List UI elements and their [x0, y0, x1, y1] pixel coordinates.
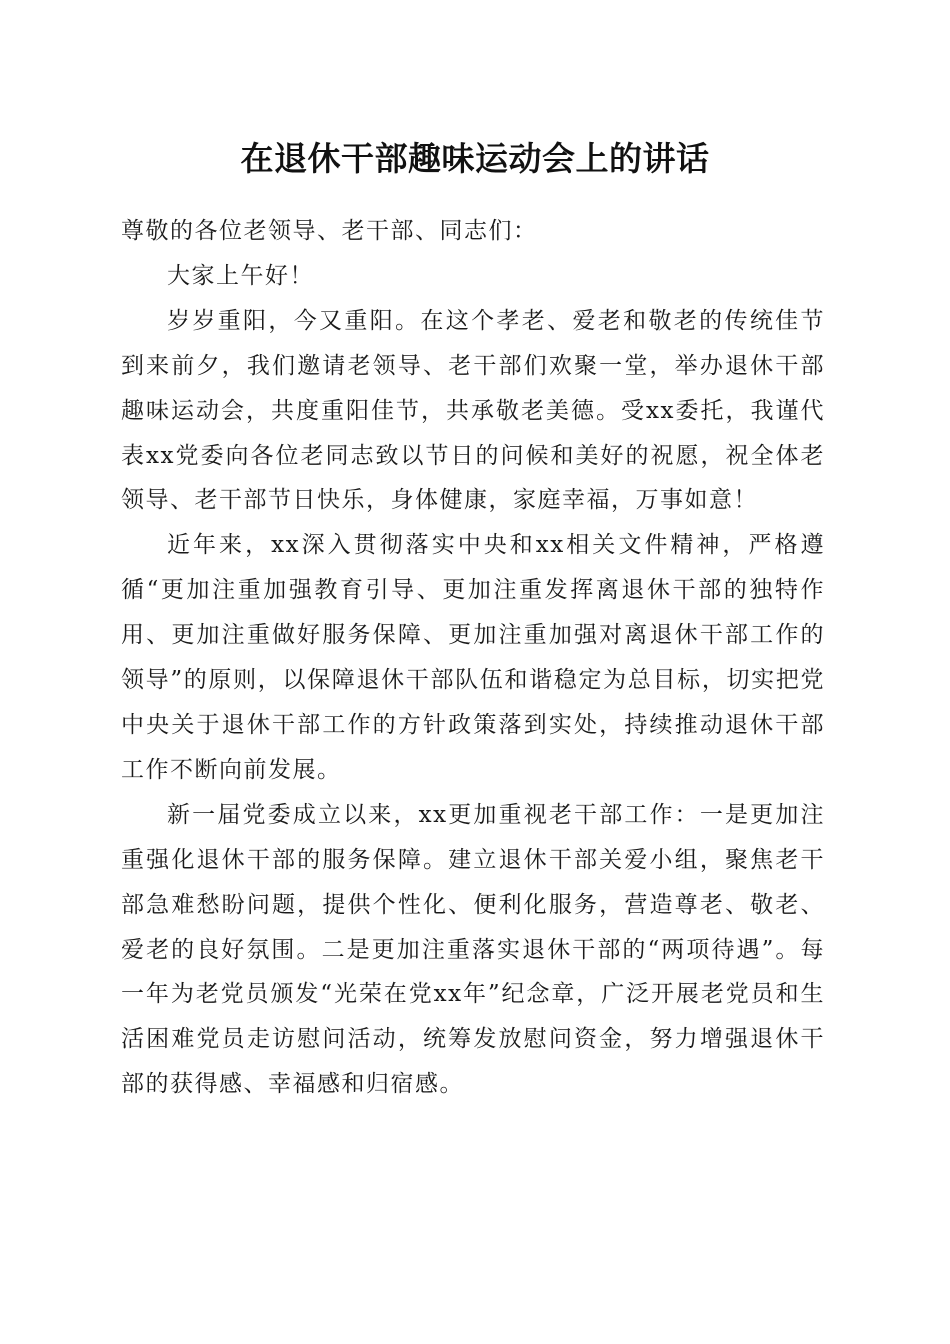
salutation: 尊敬的各位老领导、老干部、同志们：: [121, 218, 538, 244]
paragraph-greeting: 大家上午好！: [167, 262, 314, 289]
paragraph-new-committee: 新一届党委成立以来，xx更加重视老干部工作：一是更加注重强化退休干部的服务保障。建立退休干部关爱小组，聚焦老干部急难愁盼问题，提供个性化、便利化服务，营造尊老、敬老、爱老的良好氛围。二是更加注重落实退休干部的“两项待遇”。每一年为老党员颁发“光荣在党xx年”纪念章，广泛开展老党员和生活困难党员走访慰问活动，统筹发放慰问资金，努力增强退休干部的获得感、幸福感和归宿感。: [121, 801, 825, 1098]
paragraph-festival: 岁岁重阳，今又重阳。在这个孝老、爱老和敬老的传统佳节到来前夕，我们邀请老领导、老干部们欢聚一堂，举办退休干部趣味运动会，共度重阳佳节，共承敬老美德。受xx委托，我谨代表xx党委向各位老同志致以节日的问候和美好的祝愿，祝全体老领导、老干部节日快乐，身体健康，家庭幸福，万事如意！: [121, 307, 825, 514]
paragraph-recent-years: 近年来，xx深入贯彻落实中央和xx相关文件精神，严格遵循“更加注重加强教育引导、更加注重发挥离退休干部的独特作用、更加注重做好服务保障、更加注重加强对离退休干部工作的领导”的原则，以保障退休干部队伍和谐稳定为总目标，切实把党中央关于退休干部工作的方针政策落到实处，持续推动退休干部工作不断向前发展。: [121, 532, 825, 783]
document-body: [121, 209, 825, 1107]
document-title: 在退休干部趣味运动会上的讲话: [240, 139, 710, 178]
